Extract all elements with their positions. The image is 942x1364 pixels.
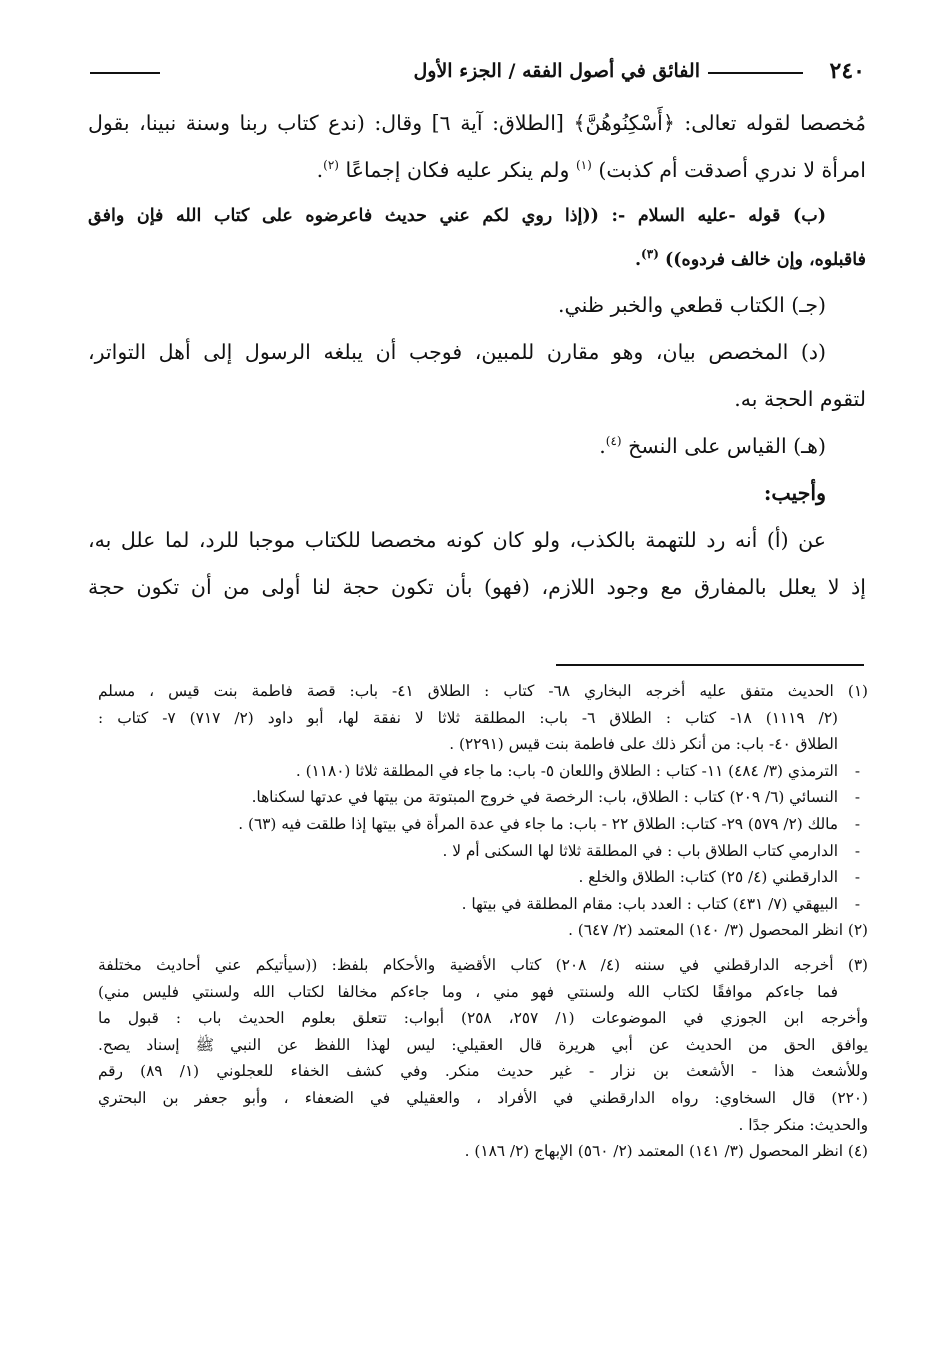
footnote-line: وللأشعث هذا - الأشعث بن نزار - غير حديث منكر. وفي كشف الخفاء للعجلوني (١/ ٨٩) رقم [98,1062,868,1081]
footnote-ref: (٤) [605,434,622,449]
page-number: ٢٤٠ [829,58,865,84]
footnote-line: وأخرجه ابن الجوزي في الموضوعات (١/ ٢٥٧، ٢٥٨) أبواب: تتعلق بعلوم الحديث باب : قبول ما [98,1009,868,1028]
body-line: (ب) قوله -عليه السلام -: ((إذا روي لكم عني حديث فاعرضوه على كتاب الله فإن وافق [88,206,826,226]
footnote-ref: (١) [575,158,592,173]
footnote-line: (٣) أخرجه الدارقطني في سننه (٤/ ٢٠٨) كتاب الأقضية والأحكام بلفظ: ((سيأتيكم عني أحاديث مختلفة [98,955,869,974]
footnote-ref: (٣) [641,247,659,262]
footnote-list-item: - البيهقي (٧/ ٤٣١) كتاب : العدد باب: مقام المطلقة في بيتها . [98,891,868,918]
footnotes [98,678,868,1165]
footnote-line: (١) الحديث متفق عليه أخرجه البخاري ٦٨- كتاب : الطلاق ٤١- باب: قصة فاطمة بنت قيس ، مسلم [98,682,868,700]
section-heading: وأجيب: [763,481,826,505]
footnote-list-item: - الدارقطني (٤/ ٢٥) كتاب: الطلاق والخلع . [98,864,868,891]
running-title: الفائق في أصول الفقه / الجزء الأول [413,60,700,82]
footnote-line: يوافق الحق من الحديث عن أبي هريرة قال العقيلي: ليس لهذا اللفظ عن النبي ﷺ إسناد يصح. [98,1035,868,1054]
body-line: لتقوم الحجة به. [734,387,866,411]
footnote-line: (٢٢٠) قال السخاوي: رواه الدارقطني في الأفراد ، والعقيلي في الضعفاء ، وأبو جعفر بن البحتري [98,1088,868,1107]
footnote-list-item: - مالك (٢/ ٥٧٩) ٢٩- كتاب: الطلاق ٢٢ - باب: ما جاء في عدة المرأة في بيتها إذا طلقت فيه (٦٣) . [98,811,868,838]
body-line: (هـ) القياس على النسخ $^{(٤)}$. [599,434,826,458]
footnote-ref: (٢) [323,158,339,173]
body-line: امرأة لا ندري أصدقت أم كذبت) $^{(١)}$ ولم ينكر عليه فكان إجماعًا $^{(٢)}$. [316,158,866,182]
body-line: (جـ) الكتاب قطعي والخبر ظني. [557,293,826,317]
footnote-list-item: - الدارمي كتاب الطلاق باب : في المطلقة ثلاثا لها السكنى أم لا . [98,838,868,865]
main-text [88,100,866,611]
body-line: فاقبلوه، وإن خالف فردوه)) $^{(٣)}$. [634,247,866,270]
body-line: إذ لا يعلل بالمفارق مع وجود اللازم، (فهو) بأن تكون حجة لنا أولى من أن تكون حجة [88,575,866,599]
header-rule-right [708,72,803,74]
footnote-line: والحديث: منكر جدًا . [738,1115,868,1134]
footnote-line: فما جاءكم موافقًا لكتاب الله ولسنتي فهو مني ، وما جاءكم مخالفا لكتاب الله ولسنتي فليس مني) [98,982,838,1001]
footnote-line: (٢/ ١١١٩) ١٨- كتاب : الطلاق ٦- باب: المطلقة ثلاثا لا نفقة لها، أبو داود (٢/ ٧١٧) ٧- كتاب : [98,708,838,727]
page-header [90,58,865,88]
body-line: عن (أ) أنه رد للتهمة بالكذب، ولو كان كونه مخصصا للكتاب موجبا للرد، لما علل به، [88,528,826,552]
footnote-list-item: - النسائي (٦/ ٢٠٩) كتاب : الطلاق، باب: الرخصة في خروج المبتوتة من بيتها في عدتها لسكناها. [98,784,868,811]
header-rule-left [90,72,160,74]
footnote-separator [556,664,864,666]
footnote-list-item: - الترمذي (٣/ ٤٨٤) ١١- كتاب : الطلاق واللعان ٥- باب: ما جاء في المطلقة ثلاثا (١١٨٠) . [98,758,868,785]
body-line: (د) المخصص بيان، وهو مقارن للمبين، فوجب أن يبلغه الرسول إلى أهل التواتر، [88,340,826,364]
footnote-line: (٢) انظر المحصول (٣/ ١٤٠) المعتمد (٢/ ٦٤٧) . [568,921,868,940]
body-line: مُخصصا لقوله تعالى: ﴿أَسْكِنُوهُنَّ﴾ [الطلاق: آية ٦] وقال: (ندع كتاب ربنا وسنة نبينا، بقول [88,111,866,135]
footnote-line: (٤) انظر المحصول (٣/ ١٤١) المعتمد (٢/ ٥٦٠) الإبهاج (٢/ ١٨٦) . [464,1142,868,1161]
footnote-line: الطلاق ٤٠- باب: من أنكر ذلك على فاطمة بنت قيس (٢٢٩١) . [449,735,838,754]
